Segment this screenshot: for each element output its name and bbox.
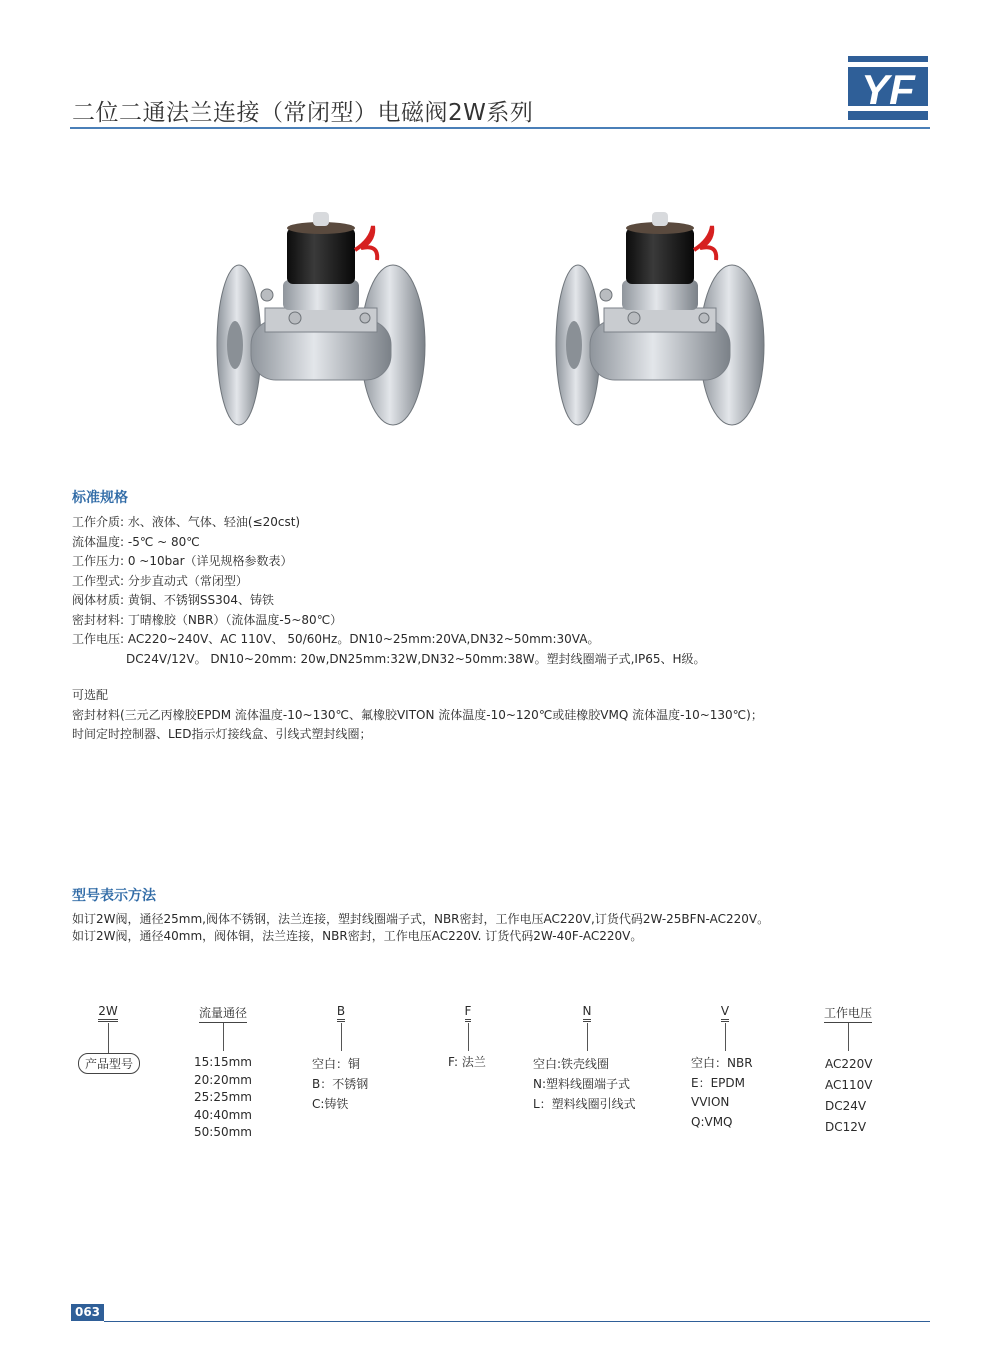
code-item: 空白:铁壳线圈 — [533, 1057, 610, 1071]
optional-section — [72, 686, 763, 745]
code-connector — [848, 1023, 849, 1051]
spec-line: 工作压力: 0 ~10bar（详见规格参数表） — [72, 554, 293, 568]
product-model-pill: 产品型号 — [78, 1053, 140, 1074]
model-example: 如订2W阀，通径25mm,阀体不锈钢，法兰连接，塑封线圈端子式，NBR密封，工作电压AC220V,订货代码2W-25BFN-AC220V。 — [72, 912, 770, 926]
code-item: B：不锈钢 — [312, 1077, 369, 1091]
spec-line: DC24V/12V。 DN10~20mm: 20w,DN25mm:32W,DN32~50mm:38W。塑封线圈端子式,IP65、H级。 — [126, 651, 706, 666]
standard-heading: 标准规格 — [72, 490, 128, 506]
code-item: 15:15mm — [194, 1055, 252, 1069]
code-item: L：塑料线圈引线式 — [533, 1097, 636, 1111]
spec-line: 工作型式: 分步直动式（常闭型） — [72, 573, 248, 588]
code-head: N — [583, 1004, 592, 1022]
code-item: DC24V — [825, 1099, 867, 1113]
code-item: 20:20mm — [194, 1072, 252, 1087]
spec-line: 阀体材质: 黄铜、不锈钢SS304、铸铁 — [72, 593, 274, 607]
footer-rule — [104, 1321, 930, 1322]
code-item: 50:50mm — [194, 1125, 252, 1139]
header-rule — [70, 127, 930, 129]
code-item: 25:25mm — [194, 1090, 252, 1104]
code-connector — [223, 1023, 224, 1051]
spec-line: 工作介质: 水、液体、气体、轻油(≤20cst) — [72, 515, 301, 529]
code-item: AC110V — [825, 1078, 873, 1092]
code-item: VVION — [691, 1095, 730, 1109]
code-item: AC220V — [825, 1057, 873, 1071]
code-item: N:塑料线圈端子式 — [533, 1077, 631, 1091]
spec-line: 流体温度: -5℃ ~ 80℃ — [72, 534, 200, 549]
yf-logo — [848, 56, 928, 120]
valve-photo-left — [205, 200, 445, 440]
code-connector — [587, 1023, 588, 1051]
optional-line: 时间定时控制器、LED指示灯接线盒、引线式塑封线圈； — [72, 727, 372, 741]
spec-line: 工作电压: AC220~240V、AC 110V、 50/60Hz。DN10~25mm:20VA,DN32~50mm:30VA。 — [72, 632, 600, 646]
code-item: 空白：NBR — [691, 1056, 753, 1070]
optional-heading: 可选配 — [72, 688, 109, 702]
model-heading: 型号表示方法 — [72, 888, 156, 904]
optional-line: 密封材料(三元乙丙橡胶EPDM 流体温度-10~130℃、氟橡胶VITON 流体温度-10~120℃或硅橡胶VMQ 流体温度-10~130℃)； — [72, 707, 763, 722]
code-head: 流量通径 — [199, 1004, 247, 1023]
code-item: F: 法兰 — [448, 1055, 486, 1069]
page-number: 063 — [71, 1304, 104, 1321]
code-item: C:铸铁 — [312, 1097, 349, 1111]
valve-photo-right — [544, 200, 784, 440]
model-example: 如订2W阀，通径40mm，阀体铜，法兰连接，NBR密封，工作电压AC220V. 订货代码2W-40F-AC220V。 — [72, 929, 643, 943]
code-item: Q:VMQ — [691, 1114, 733, 1129]
svg-text:YF: YF — [861, 66, 915, 113]
standard-spec-list — [72, 513, 706, 669]
code-item: DC12V — [825, 1120, 867, 1134]
code-connector — [341, 1023, 342, 1051]
code-connector — [108, 1023, 109, 1053]
model-examples — [72, 911, 769, 945]
code-connector — [468, 1023, 469, 1051]
code-head: B — [337, 1004, 345, 1022]
page-title: 二位二通法兰连接（常闭型）电磁阀2W系列 — [72, 100, 534, 126]
code-item: 空白：铜 — [312, 1057, 361, 1071]
spec-line: 密封材料: 丁晴橡胶（NBR）（流体温度-5~80℃） — [72, 612, 343, 627]
code-head: V — [721, 1004, 729, 1022]
code-head: 工作电压 — [824, 1004, 872, 1023]
code-item: 40:40mm — [194, 1107, 252, 1122]
code-head: 2W — [98, 1004, 118, 1022]
code-head: F — [465, 1004, 472, 1022]
code-connector — [725, 1023, 726, 1051]
code-item: E：EPDM — [691, 1075, 745, 1090]
